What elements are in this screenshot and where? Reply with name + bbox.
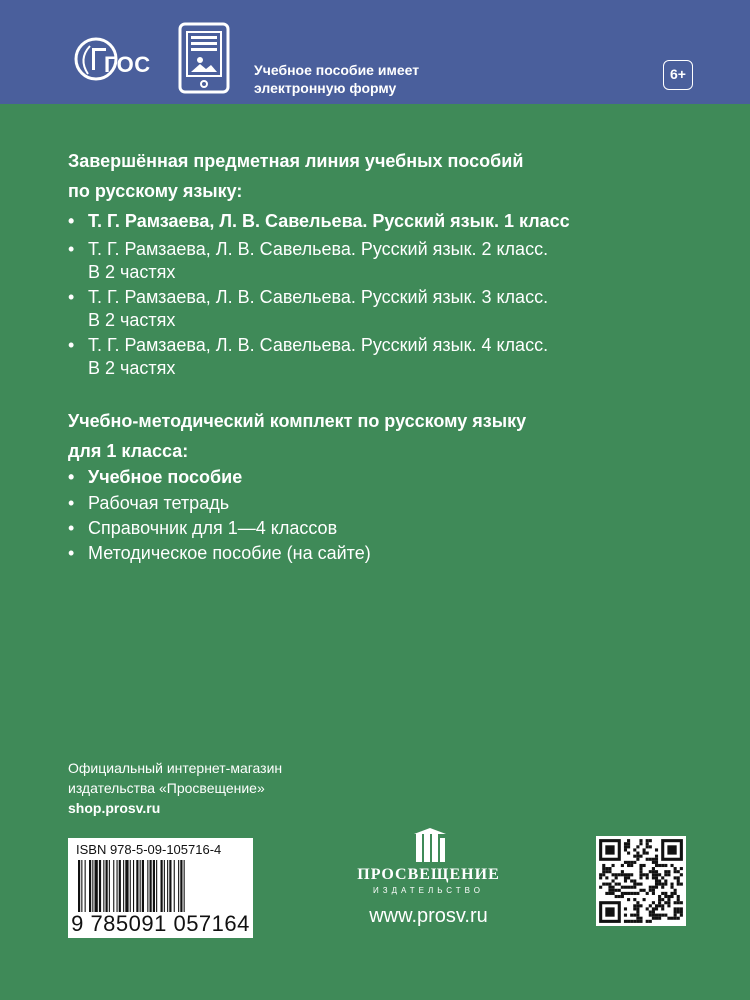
- bullet: •: [68, 211, 75, 231]
- list-item-text: Справочник для 1—4 классов: [88, 518, 338, 538]
- shop-line-2: издательства «Просвещение»: [68, 780, 265, 796]
- electronic-form-note: [254, 61, 419, 97]
- bullet: •: [68, 518, 75, 538]
- list-item: [68, 334, 688, 380]
- section2-heading-line2: для 1 класса:: [68, 441, 189, 461]
- bullet: •: [68, 335, 75, 355]
- list-item: [68, 238, 688, 284]
- shop-line-1: Официальный интернет-магазин: [68, 760, 283, 776]
- section1-heading: [68, 146, 523, 206]
- list-item-text: Т. Г. Рамзаева, Л. В. Савельева. Русский язык. 1 класс: [88, 211, 570, 231]
- shop-url-link[interactable]: shop.prosv.ru: [68, 800, 161, 816]
- fgos-label: ГОС: [104, 52, 151, 77]
- qr-code-icon[interactable]: [596, 836, 686, 926]
- publisher-website-link[interactable]: www.prosv.ru: [369, 905, 488, 927]
- bullet: •: [68, 493, 75, 513]
- list-item-text-cont: В 2 частях: [88, 358, 176, 378]
- publisher-subtitle: ИЗДАТЕЛЬСТВО: [373, 886, 484, 895]
- bullet: •: [68, 543, 75, 563]
- list-item: [68, 492, 688, 515]
- list-item: [68, 210, 688, 233]
- section1-heading-line2: по русскому языку:: [68, 181, 243, 201]
- section1-heading-line1: Завершённая предметная линия учебных пособий: [68, 151, 524, 171]
- top-banner: [0, 0, 750, 104]
- eform-line-2: электронную форму: [254, 80, 397, 96]
- list-item: [68, 517, 688, 540]
- list-item-text: Учебное пособие: [88, 467, 243, 487]
- list-item-text: Методическое пособие (на сайте): [88, 543, 371, 563]
- list-item-text-cont: В 2 частях: [88, 262, 176, 282]
- bullet: •: [68, 467, 75, 487]
- section2-heading: [68, 406, 526, 466]
- age-rating-badge: 6+: [663, 60, 693, 90]
- bullet: •: [68, 239, 75, 259]
- publisher-name: ПРОСВЕЩЕНИЕ: [357, 866, 500, 883]
- list-item: [68, 286, 688, 332]
- eform-line-1: Учебное пособие имеет: [254, 62, 420, 78]
- isbn-barcode: [68, 838, 253, 938]
- list-item-text-cont: В 2 частях: [88, 310, 176, 330]
- list-item: [68, 466, 688, 489]
- publisher-logo-icon: [410, 826, 450, 866]
- list-item-text: Т. Г. Рамзаева, Л. В. Савельева. Русский язык. 4 класс.: [88, 335, 549, 355]
- bullet: •: [68, 287, 75, 307]
- list-item-text: Рабочая тетрадь: [88, 493, 230, 513]
- isbn-label: ISBN 978-5-09-105716-4: [76, 842, 222, 857]
- list-item-text: Т. Г. Рамзаева, Л. В. Савельева. Русский язык. 2 класс.: [88, 239, 549, 259]
- list-item-text: Т. Г. Рамзаева, Л. В. Савельева. Русский язык. 3 класс.: [88, 287, 549, 307]
- barcode-number: 9 785091 057164: [71, 911, 250, 936]
- list-item: [68, 542, 688, 565]
- section2-heading-line1: Учебно-методический комплект по русскому языку: [68, 411, 527, 431]
- barcode-bars: [76, 860, 246, 912]
- tablet-icon: [178, 22, 230, 94]
- official-shop-info: [68, 758, 282, 818]
